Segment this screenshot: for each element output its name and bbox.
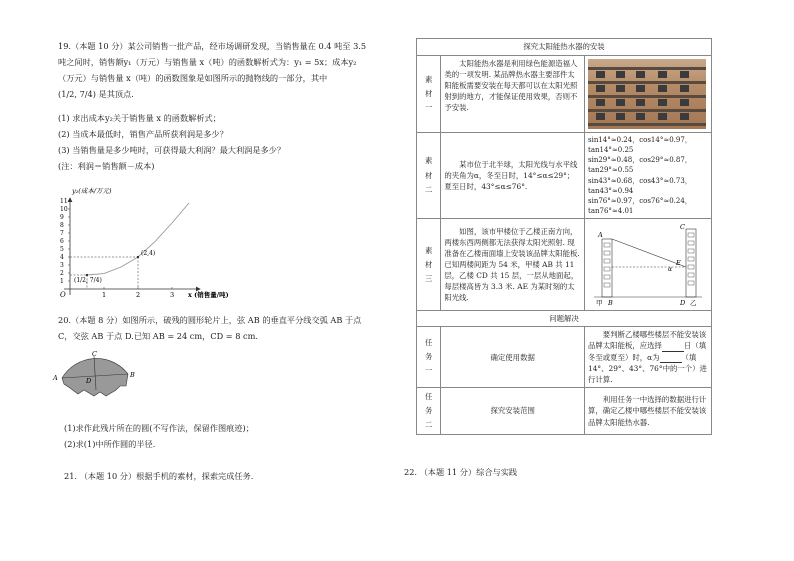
q19-sub1: (1) 求出成本y₂关于销售量 x 的函数解析式； xyxy=(58,113,221,123)
q19-note: (注：利润＝销售额－成本) xyxy=(58,161,155,171)
q19-line4: (1/2, 7/4) 是其顶点． xyxy=(58,89,140,99)
y-tick-label: 10 xyxy=(60,206,68,214)
y-tick-label: 5 xyxy=(60,246,64,254)
q19-sub2: (2) 当成本最低时，销售产品所获利润是多少？ xyxy=(58,129,228,139)
season-blank[interactable] xyxy=(662,343,684,352)
q22-line: 22. （本题 11 分）综合与实践 xyxy=(404,467,518,477)
building-photo xyxy=(585,56,712,133)
trig-values: sin14°≈0.24，cos14°≈0.97， tan14°≈0.25 sin29°≈0.48，cos29°≈0.87， tan29°≈0.55 sin43°≈0.68，cos43°≈0.73， tan43°≈0.94 sin76°≈0.97，cos76°≈0.24， tan76°≈4.01 xyxy=(585,133,712,219)
task-2-label: 任 务 二 xyxy=(417,387,441,434)
q20-sub2: (2)求(1)中所作圆的半径. xyxy=(64,439,156,449)
task-2-name: 探究安装范围 xyxy=(441,387,585,434)
material-1-text: 太阳能热水器是利用绿色能源造福人类的一项发明. 某品牌热水器主要部件太阳能板需要安装在每天都可以在太阳光照射到的地方，才能保证使用效果，否则不予安装. xyxy=(441,56,585,133)
material-3-label: 素 材 三 xyxy=(417,219,441,311)
x-tick-label: 1 xyxy=(102,291,107,299)
solar-inquiry-table xyxy=(416,38,712,435)
y-tick-label: 7 xyxy=(60,230,64,238)
vertex-point xyxy=(86,274,88,276)
buildings-figure xyxy=(585,219,712,311)
point-2-4 xyxy=(137,256,139,258)
table-title: 探究太阳能热水器的安装 xyxy=(417,39,712,56)
material-2-label: 素 材 二 xyxy=(417,133,441,219)
q20-line2: C，交弦 AB 于点 D.已知 AB = 24 cm，CD = 8 cm. xyxy=(58,331,259,341)
label-a: A xyxy=(53,374,58,382)
material-1-label: 素 材 一 xyxy=(417,56,441,133)
material-2-text: 某市位于北半球，太阳光线与水平线的夹角为α，冬至日时，14°≤α≤29°；夏至日时，43°≤α≤76°. xyxy=(441,133,585,219)
q19-line3: （万元）与销售量 x（吨）的函数图象是如图所示的抛物线的一部分，其中 xyxy=(58,73,328,83)
y-tick-label: 2 xyxy=(60,270,64,278)
y-tick-label: 9 xyxy=(60,214,64,222)
point-label: (2,4) xyxy=(141,250,156,257)
y-tick-label: 4 xyxy=(60,254,64,262)
q20-sub1: (1)求作此残片所在的圆(不写作法，保留作图痕迹)； xyxy=(64,423,254,433)
y-tick-label: 3 xyxy=(60,262,64,270)
y-axis-label: y₂(成本/万元) xyxy=(72,187,112,195)
cost-function-chart xyxy=(50,187,280,304)
svg-text:α: α xyxy=(668,266,673,274)
vertex-label: (1/2, 7/4) xyxy=(74,277,102,284)
q20-line1: 20.（本题 8 分）如图所示，破残的圆形轮片上，弦 AB 的垂直平分线交弧 AB 于点 xyxy=(58,315,362,325)
svg-text:C: C xyxy=(680,223,685,232)
task-1-label: 任 务 一 xyxy=(417,327,441,388)
svg-text:D: D xyxy=(680,299,686,308)
svg-text:A: A xyxy=(598,231,603,240)
label-b: B xyxy=(130,371,135,379)
material-3-text: 如图，该市甲楼位于乙楼正南方向，两楼东西两侧都无法获得太阳光照射. 现准备在乙楼南面墙上安装该品牌太阳能板. 已知两楼间距为 54 米，甲楼 AB 共 11 层，乙楼 CD 共 15 层，一层从地面起，每层楼高皆为 3.3 米. AE 为某时刻的太阳光线. xyxy=(441,219,585,311)
label-d: D xyxy=(86,377,92,385)
broken-wheel-figure xyxy=(50,350,140,406)
q19-line1: 19.（本题 10 分）某公司销售一批产品，经市场调研发现，当销售量在 0.4 吨至 3.5 xyxy=(58,41,367,51)
svg-text:甲: 甲 xyxy=(596,299,603,308)
x-axis-label: x (销售量/吨) xyxy=(188,291,229,299)
parabola-series xyxy=(84,203,189,275)
task-1-text: 要判断乙楼哪些楼层不能安装该品牌太阳能板，应选择 日（填冬至或夏至）时，α为 （填 14°、29°、43°、76°中的一个）进行计算. xyxy=(585,327,712,388)
task-2-text: 利用任务一中选择的数据进行计算，确定乙楼中哪些楼层不能安装该品牌太阳能热水器. xyxy=(585,387,712,434)
svg-text:B: B xyxy=(608,299,613,308)
y-tick-label: 8 xyxy=(60,222,64,230)
origin-label: O xyxy=(60,291,66,299)
solve-title: 问题解决 xyxy=(417,311,712,327)
x-tick-label: 3 xyxy=(170,291,175,299)
q21-line: 21. （本题 10 分）根据手机的素材，探索完成任务. xyxy=(64,471,254,481)
y-tick-label: 1 xyxy=(60,278,64,286)
svg-text:E: E xyxy=(676,259,681,268)
svg-text:乙: 乙 xyxy=(690,299,697,308)
y-tick-label: 6 xyxy=(60,238,64,246)
q19-line2: 吨之间时，销售额y₁（万元）与销售量 x（吨）的函数解析式为：y₁ = 5x；成本y₂ xyxy=(58,57,357,67)
q19-sub3: (3) 当销售量是多少吨时，可获得最大利润？最大利润是多少？ xyxy=(58,145,286,155)
task-1-name: 确定使用数据 xyxy=(441,327,585,388)
label-c: C xyxy=(92,350,97,358)
x-tick-label: 2 xyxy=(136,291,141,299)
y-tick-label: 11 xyxy=(60,198,68,206)
angle-blank[interactable] xyxy=(660,354,682,363)
